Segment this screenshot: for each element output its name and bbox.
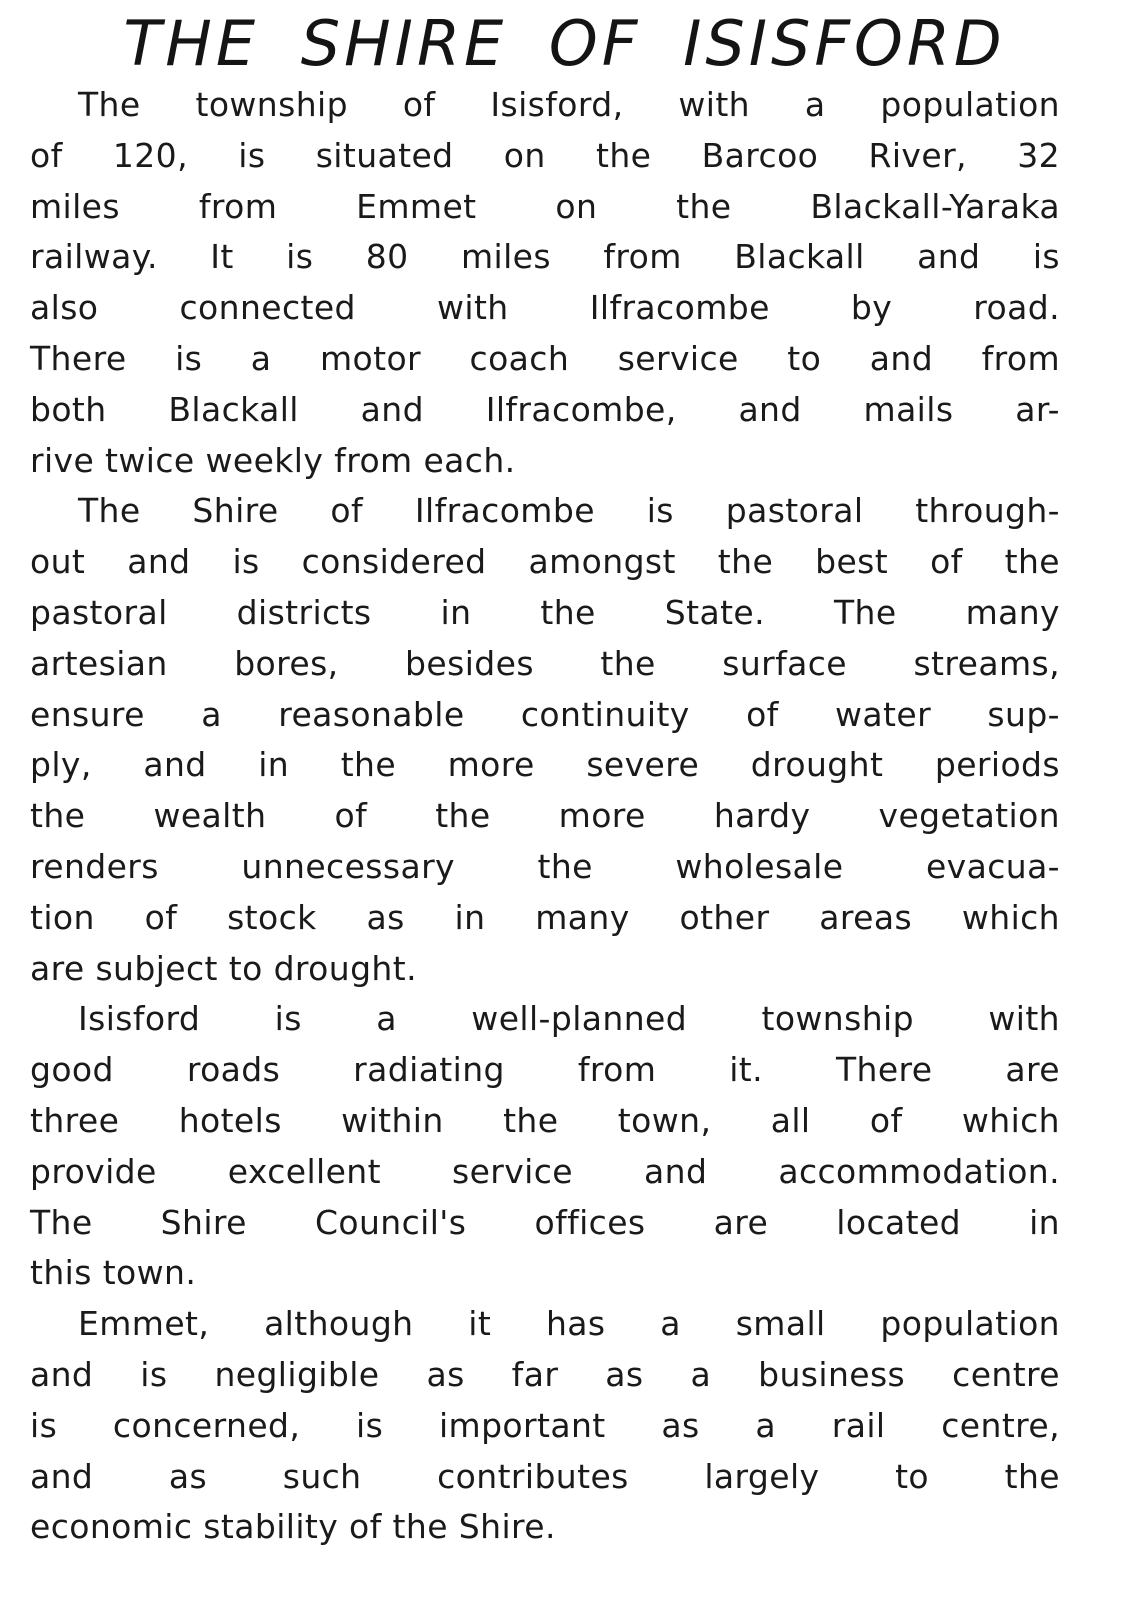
text-line: both Blackall and Ilfracombe, and mails ar-: [30, 389, 1060, 429]
text-line: the wealth of the more hardy vegetation: [30, 796, 1060, 836]
paragraph-shire-pastoral: [30, 486, 1060, 994]
article-title: THE SHIRE OF ISISFORD: [123, 7, 1006, 80]
text-line: Isisford is a well-planned township with: [78, 999, 1060, 1039]
text-line: good roads radiating from it. There are: [30, 1050, 1060, 1090]
article-body: [30, 80, 1060, 1553]
text-line: railway. It is 80 miles from Blackall and is: [30, 237, 1060, 277]
paragraph-isisford-planned: [30, 994, 1060, 1299]
text-line: this town.: [30, 1253, 197, 1293]
text-line: There is a motor coach service to and from: [30, 338, 1060, 378]
paragraph-isisford-township: [30, 80, 1060, 486]
paragraph-emmet: [30, 1299, 1060, 1553]
text-line: tion of stock as in many other areas which: [30, 897, 1060, 937]
text-line: The township of Isisford, with a population: [78, 85, 1060, 124]
text-line: three hotels within the town, all of which: [30, 1100, 1060, 1140]
text-line: and as such contributes largely to the: [30, 1456, 1060, 1496]
text-line: ply, and in the more severe drought periods: [30, 745, 1060, 785]
text-line: renders unnecessary the wholesale evacua-: [30, 846, 1060, 886]
text-line: pastoral districts in the State. The many: [30, 592, 1060, 632]
text-line: are subject to drought.: [30, 948, 417, 988]
text-line: The Shire of Ilfracombe is pastoral through-: [78, 491, 1060, 531]
text-line: of 120, is situated on the Barcoo River, 32: [30, 135, 1060, 175]
text-line: also connected with Ilfracombe by road.: [30, 288, 1060, 328]
text-line: The Shire Council's offices are located in: [30, 1202, 1060, 1242]
text-line: out and is considered amongst the best of the: [30, 542, 1060, 582]
text-line: miles from Emmet on the Blackall-Yaraka: [30, 186, 1060, 226]
text-line: Emmet, although it has a small population: [78, 1304, 1060, 1344]
text-line: provide excellent service and accommodation.: [30, 1151, 1060, 1191]
text-line: and is negligible as far as a business centre: [30, 1354, 1060, 1394]
text-line: economic stability of the Shire.: [30, 1507, 556, 1547]
text-line: ensure a reasonable continuity of water sup-: [30, 694, 1060, 734]
text-line: is concerned, is important as a rail centre,: [30, 1405, 1060, 1445]
text-line: artesian bores, besides the surface streams,: [30, 643, 1060, 683]
text-line: rive twice weekly from each.: [30, 440, 516, 480]
